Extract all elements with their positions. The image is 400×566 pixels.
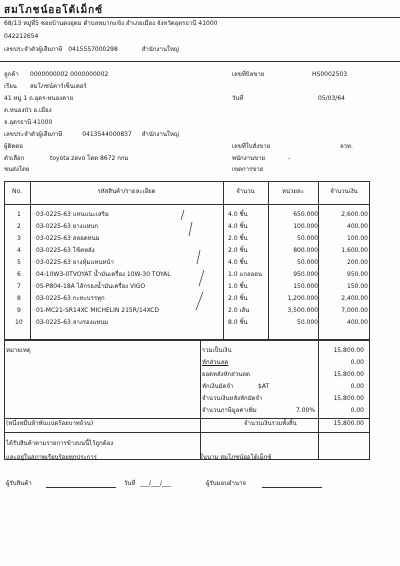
sum-label: รวมเป็นเงิน (202, 347, 232, 354)
row-description: 03-0225-63 สลอดหนม (36, 235, 100, 242)
row-price: 3,500.000 (287, 307, 318, 314)
customer-code-label: ลูกค้า (4, 71, 19, 78)
grand-total-value: 15,800.00 (333, 420, 364, 427)
vat-rate: 7.00% (296, 407, 316, 414)
customer-contact-label: ผู้ติดต่อ (4, 143, 23, 150)
row-no: 4 (17, 247, 21, 254)
row-description: 03-0225-63 ยางแหนก (36, 223, 99, 230)
discount-label: หักส่วนลด (202, 359, 229, 366)
row-qty: 4.0 ชิ้น (228, 223, 248, 230)
amount-in-words: (หนึ่งหมื่นห้าพันแปดร้อยบาทถ้วน) (6, 420, 94, 427)
row-amount: 150.00 (347, 283, 368, 290)
row-description: 04-10W3-0TVOYAT น้ำมันเครื่อง 10W-30 TOYAL (36, 271, 171, 278)
header-amount: จำนวนเงิน (330, 188, 358, 195)
customer-car: toyota zevo โดด 8672 กกม (50, 155, 129, 162)
row-price: 50.000 (297, 235, 318, 242)
deposit-vat-label: $AT (258, 383, 270, 390)
company-name: สมโภชน์ออโต้เม็กซ์ (4, 5, 104, 16)
row-description: 05-P804-18A ไส้กรองน้ำมันเครื่อง VIGO (36, 283, 146, 290)
row-amount: 200.00 (347, 259, 368, 266)
header-divider-2 (0, 61, 400, 62)
row-price: 150.000 (293, 283, 318, 290)
grand-total-divider (4, 418, 370, 419)
doc-date: 05/03/64 (318, 95, 345, 102)
receiver-date-label: วันที่ (124, 480, 136, 487)
customer-vehicle-label: ชนส่งโดย (4, 166, 30, 173)
row-price: 100.000 (293, 223, 318, 230)
items-header-divider (4, 204, 370, 205)
row-price: 800.000 (293, 247, 318, 254)
receiver-date-blank[interactable]: ___/___/___ (140, 480, 172, 487)
row-description: 03-0225-63 ยางหุ้มแหนหน้า (36, 259, 114, 266)
row-amount: 100.00 (347, 235, 368, 242)
row-no: 6 (17, 271, 21, 278)
header-description: รหัสสินค้า/รายละเอียด (97, 188, 156, 195)
row-qty: 1.0 ชิ้น (228, 283, 248, 290)
doc-sales-label: พนักงานขาย (232, 155, 266, 162)
row-qty: 4.0 ชิ้น (228, 259, 248, 266)
customer-name: สมโภชน์คาร์เซ็นเตอร์ (30, 83, 87, 90)
row-price: 650.000 (293, 211, 318, 218)
row-no: 2 (17, 223, 21, 230)
row-description: 03-0225-63 แหนแนะเสริม (36, 211, 109, 218)
doc-sales: - (288, 155, 291, 162)
header-qty: จำนวน (236, 188, 255, 195)
row-qty: 1.0 แกลลอน (228, 271, 263, 278)
row-price: 950.000 (293, 271, 318, 278)
row-qty: 4.0 ชิ้น (228, 211, 248, 218)
row-amount: 400.00 (347, 319, 368, 326)
row-no: 10 (15, 319, 23, 326)
row-description: 03-0225-63 ลางรองแหนม (36, 319, 109, 326)
deposit-label: หักเงินมัดจำ (202, 383, 234, 390)
company-address: 68/13 หมู่ที่5 ซอยบ้านดงอุดม ตำบลหมากแข้ง อำเภอเมือง จังหวัดอุดรธานี 41000 (4, 20, 218, 27)
doc-no-label: เลขที่บิลขาย (232, 71, 265, 78)
handwritten-check-marks (170, 206, 220, 326)
grand-total-label: จำนวนเงินรวมทั้งสิ้น (244, 420, 297, 427)
row-description: 01-MC21-SR14XC MICHELIN 215R/14XCD (36, 307, 160, 314)
grand-total-bottom-divider (4, 432, 370, 433)
after-deposit-value: 15,800.00 (333, 395, 364, 402)
vat-value: 0.00 (350, 407, 364, 414)
company-branch: สำนักงานใหญ่ (141, 46, 179, 53)
received-line-2: และอยู่ในสภาพเรียบร้อยทุกประการ (6, 454, 97, 461)
customer-address-2: ต.หนองบัว อ.เมือง (4, 107, 52, 114)
doc-ref-label: เลขที่ใบสั่งขาย (232, 143, 271, 150)
received-line-1: ได้รับสินค้าตามรายการข้างบนนี้ไว้ถูกต้อง (6, 440, 114, 447)
after-discount-value: 15,800.00 (333, 371, 364, 378)
remark-label: หมายเหตุ (6, 347, 31, 354)
row-amount: 7,000.00 (341, 307, 368, 314)
company-tax-label: เลขประจำตัวผู้เสียภาษี (4, 46, 63, 53)
customer-tax-label: เลขประจำตัวผู้เสียภาษี (4, 131, 63, 138)
row-description: 03-0225-63 โช้คหลัง (36, 247, 95, 254)
header-no: No. (12, 188, 22, 195)
vat-label: จำนวนภาษีมูลค่าเพิ่ม (202, 407, 257, 414)
on-behalf: ในนาม สมโภชน์ออโต้เม็กซ์ (200, 454, 272, 461)
row-price: 50.000 (297, 319, 318, 326)
row-amount: 2,400.00 (341, 295, 368, 302)
row-qty: 2.0 ชิ้น (228, 295, 248, 302)
doc-no: HS0002503 (312, 71, 348, 78)
row-amount: 2,600.00 (341, 211, 368, 218)
customer-address-1: 41 หมู่ 1 ถ.อุดร-หนองคาย (4, 95, 73, 102)
customer-branch: สำนักงานใหญ่ (141, 131, 179, 138)
company-tax-row (4, 47, 179, 54)
deposit-value: 0.00 (350, 383, 364, 390)
row-no: 1 (17, 211, 21, 218)
row-qty: 8.0 ชิ้น (228, 319, 248, 326)
doc-credit-label: เขตการขาย (232, 166, 264, 173)
discount-value: 0.00 (350, 359, 364, 366)
header-divider (0, 17, 400, 18)
doc-date-label: วันที่ (232, 95, 244, 102)
row-qty: 2.0 เส้น (228, 307, 250, 314)
customer-tax-id: 0413544000837 (82, 131, 132, 138)
row-no: 7 (17, 283, 21, 290)
row-no: 8 (17, 295, 21, 302)
row-description: 03-0225-63 กะทะบรรทุก (36, 295, 105, 302)
row-no: 3 (17, 235, 21, 242)
row-qty: 2.0 ชิ้น (228, 235, 248, 242)
receiver-signature-line[interactable] (46, 487, 116, 488)
row-amount: 1,600.00 (341, 247, 368, 254)
customer-address-3: จ.อุดรธานี 41000 (4, 119, 53, 126)
after-deposit-label: จำนวนเงินหลังหักมัดจำ (202, 395, 263, 402)
after-discount-label: ยอดหลังหักส่วนลด (202, 371, 250, 378)
customer-name-label: เรียน (4, 83, 17, 90)
doc-term-label: ลวท. (340, 143, 353, 150)
authorized-signature-line[interactable] (262, 487, 322, 488)
sum-value: 15,800.00 (333, 347, 364, 354)
customer-car-label: ตัวเลือก (4, 155, 25, 162)
row-no: 9 (17, 307, 21, 314)
row-amount: 950.00 (347, 271, 368, 278)
row-price: 50.000 (297, 259, 318, 266)
company-phone: 042212654 (4, 33, 39, 40)
totals-divider (200, 340, 201, 460)
customer-tax-row (4, 132, 179, 139)
row-qty: 2.0 ชิ้น (228, 247, 248, 254)
row-price: 1,200.000 (287, 295, 318, 302)
row-amount: 400.00 (347, 223, 368, 230)
receiver-label: ผู้รับสินค้า (6, 480, 32, 487)
header-price: หน่วยละ (282, 188, 304, 195)
authorized-label: ผู้รับมอบอำนาจ (206, 480, 246, 487)
company-tax-id: 0415557000298 (68, 46, 118, 53)
customer-code: 0000000002 0000000002 (30, 71, 109, 78)
row-no: 5 (17, 259, 21, 266)
